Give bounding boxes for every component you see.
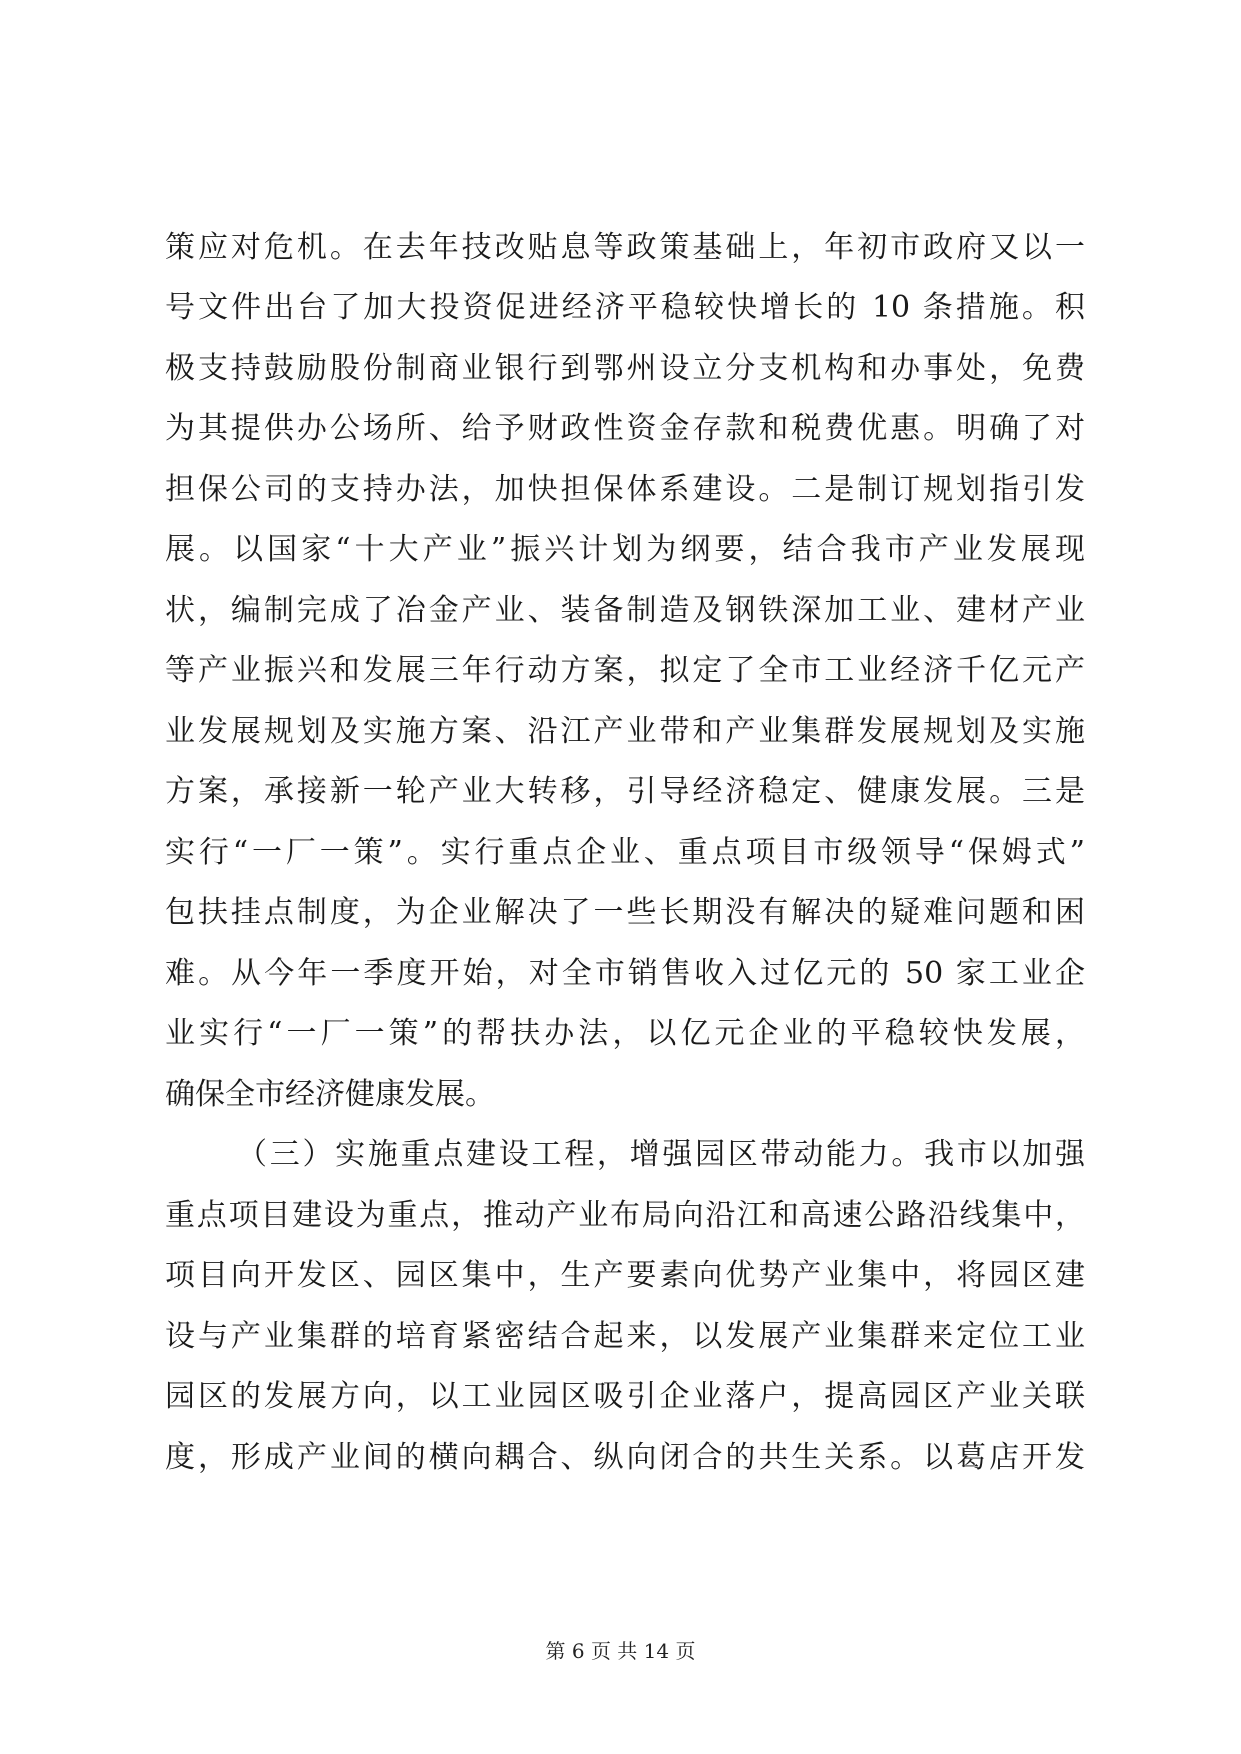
text-line: 项目向开发区、园区集中，生产要素向优势产业集中，将园区建 [165,1258,1085,1293]
text-line: 园区的发展方向，以工业园区吸引企业落户，提高园区产业关联 [165,1379,1085,1414]
text-line: 业发展规划及实施方案、沿江产业带和产业集群发展规划及实施 [165,714,1085,749]
text-line: 难。从今年一季度开始，对全市销售收入过亿元的 50 家工业企 [165,956,1085,991]
text-line: 方案，承接新一轮产业大转移，引导经济稳定、健康发展。三是 [165,774,1085,809]
text-line: 度，形成产业间的横向耦合、纵向闭合的共生关系。以葛店开发 [165,1440,1085,1475]
section-heading-line: （三）实施重点建设工程，增强园区带动能力。我市以加强 [237,1137,1085,1172]
text-line: 极支持鼓励股份制商业银行到鄂州设立分支机构和办事处，免费 [165,351,1085,386]
page-number-footer: 第 6 页 共 14 页 [545,1639,696,1663]
text-line: 号文件出台了加大投资促进经济平稳较快增长的 10 条措施。积 [165,290,1085,325]
text-line: 等产业振兴和发展三年行动方案，拟定了全市工业经济千亿元产 [165,653,1085,688]
text-line: 重点项目建设为重点，推动产业布局向沿江和高速公路沿线集中， [165,1198,1085,1233]
text-line: 实行“一厂一策”。实行重点企业、重点项目市级领导“保姆式” [165,835,1085,870]
text-line: 设与产业集群的培育紧密结合起来，以发展产业集群来定位工业 [165,1319,1085,1354]
text-line: 业实行“一厂一策”的帮扶办法，以亿元企业的平稳较快发展， [165,1016,1085,1051]
paragraph-end-line: 确保全市经济健康发展。 [165,1077,495,1112]
text-line: 包扶挂点制度，为企业解决了一些长期没有解决的疑难问题和困 [165,895,1085,930]
text-line: 展。以国家“十大产业”振兴计划为纲要，结合我市产业发展现 [165,532,1085,567]
text-line: 担保公司的支持办法，加快担保体系建设。二是制订规划指引发 [165,472,1085,507]
text-line: 策应对危机。在去年技改贴息等政策基础上，年初市政府又以一 [165,230,1085,265]
text-line: 状，编制完成了冶金产业、装备制造及钢铁深加工业、建材产业 [165,593,1085,628]
text-line: 为其提供办公场所、给予财政性资金存款和税费优惠。明确了对 [165,411,1085,446]
